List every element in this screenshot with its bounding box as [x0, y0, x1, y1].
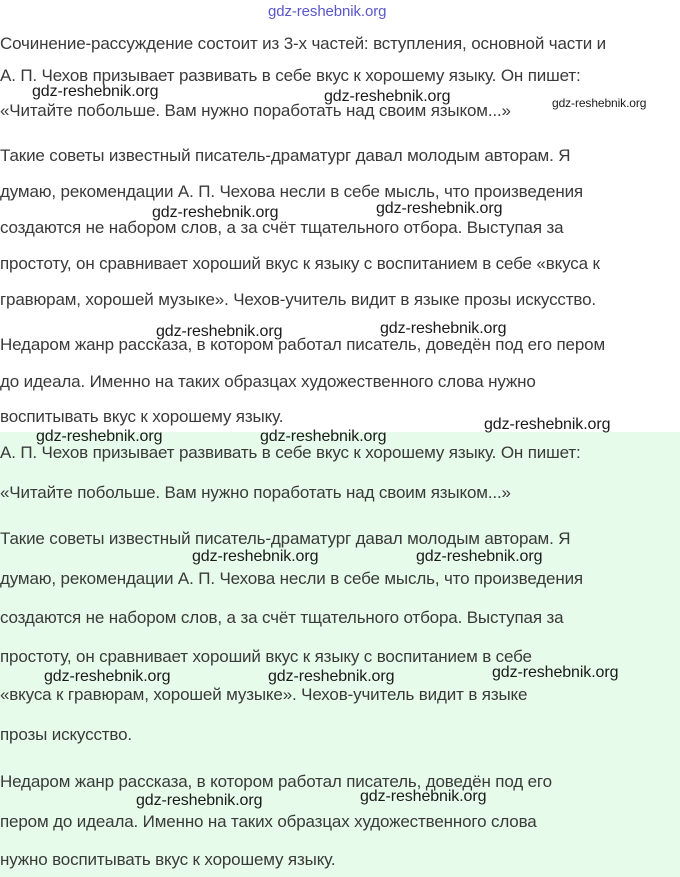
text-line: воспитывать вкус к хорошему языку.: [0, 407, 284, 426]
text-line: А. П. Чехов призывает развивать в себе вкус к хорошему языку. Он пишет:: [0, 443, 581, 462]
text-line: прозы искусство.: [0, 725, 132, 744]
text-line: думаю, рекомендации А. П. Чехова несли в себе мысль, что произведения: [0, 569, 583, 588]
text-line: создаются не набором слов, а за счёт тщательного отбора. Выступая за: [0, 218, 564, 237]
watermark: gdz-reshebnik.org: [260, 428, 387, 445]
watermark: gdz-reshebnik.org: [268, 668, 395, 685]
text-line: до идеала. Именно на таких образцах художественного слова нужно: [0, 372, 536, 391]
text-line: Такие советы известный писатель-драматург давал молодым авторам. Я: [0, 146, 571, 165]
watermark: gdz-reshebnik.org: [268, 3, 387, 20]
watermark: gdz-reshebnik.org: [152, 204, 279, 221]
watermark: gdz-reshebnik.org: [36, 428, 163, 445]
text-line: думаю, рекомендации А. П. Чехова несли в себе мысль, что произведения: [0, 182, 583, 201]
watermark: gdz-reshebnik.org: [156, 323, 283, 340]
watermark: gdz-reshebnik.org: [360, 788, 487, 805]
text-line: «вкуса к гравюрам, хорошей музыке». Чехов-учитель видит в языке: [0, 685, 528, 704]
watermark: gdz-reshebnik.org: [136, 792, 263, 809]
watermark: gdz-reshebnik.org: [552, 96, 647, 110]
watermark: gdz-reshebnik.org: [192, 548, 319, 565]
watermark: gdz-reshebnik.org: [324, 88, 451, 105]
text-line: Такие советы известный писатель-драматург давал молодым авторам. Я: [0, 529, 571, 548]
text-line: «Читайте побольше. Вам нужно поработать над своим языком...»: [0, 101, 511, 120]
watermark: gdz-reshebnik.org: [380, 320, 507, 337]
text-line: Недаром жанр рассказа, в котором работал писатель, доведён под его пером: [0, 335, 605, 354]
watermark: gdz-reshebnik.org: [492, 664, 619, 681]
text-line: пером до идеала. Именно на таких образцах художественного слова: [0, 812, 537, 831]
text-line: гравюрам, хорошей музыке». Чехов-учитель видит в языке прозы искусство.: [0, 290, 596, 309]
text-line: Недаром жанр рассказа, в котором работал писатель, доведён под его: [0, 772, 552, 791]
watermark: gdz-reshebnik.org: [416, 548, 543, 565]
text-line: «Читайте побольше. Вам нужно поработать над своим языком...»: [0, 483, 511, 502]
text-line: Сочинение-рассуждение состоит из 3-х частей: вступления, основной части и: [0, 34, 607, 53]
watermark: gdz-reshebnik.org: [44, 668, 171, 685]
text-line: создаются не набором слов, а за счёт тщательного отбора. Выступая за: [0, 608, 564, 627]
text-line: А. П. Чехов призывает развивать в себе вкус к хорошему языку. Он пишет:: [0, 66, 581, 85]
text-line: простоту, он сравнивает хороший вкус к языку с воспитанием в себе «вкуса к: [0, 254, 600, 273]
text-line: нужно воспитывать вкус к хорошему языку.: [0, 850, 336, 869]
watermark: gdz-reshebnik.org: [484, 416, 611, 433]
text-line: простоту, он сравнивает хороший вкус к языку с воспитанием в себе: [0, 647, 532, 666]
watermark: gdz-reshebnik.org: [32, 83, 159, 100]
watermark: gdz-reshebnik.org: [376, 200, 503, 217]
